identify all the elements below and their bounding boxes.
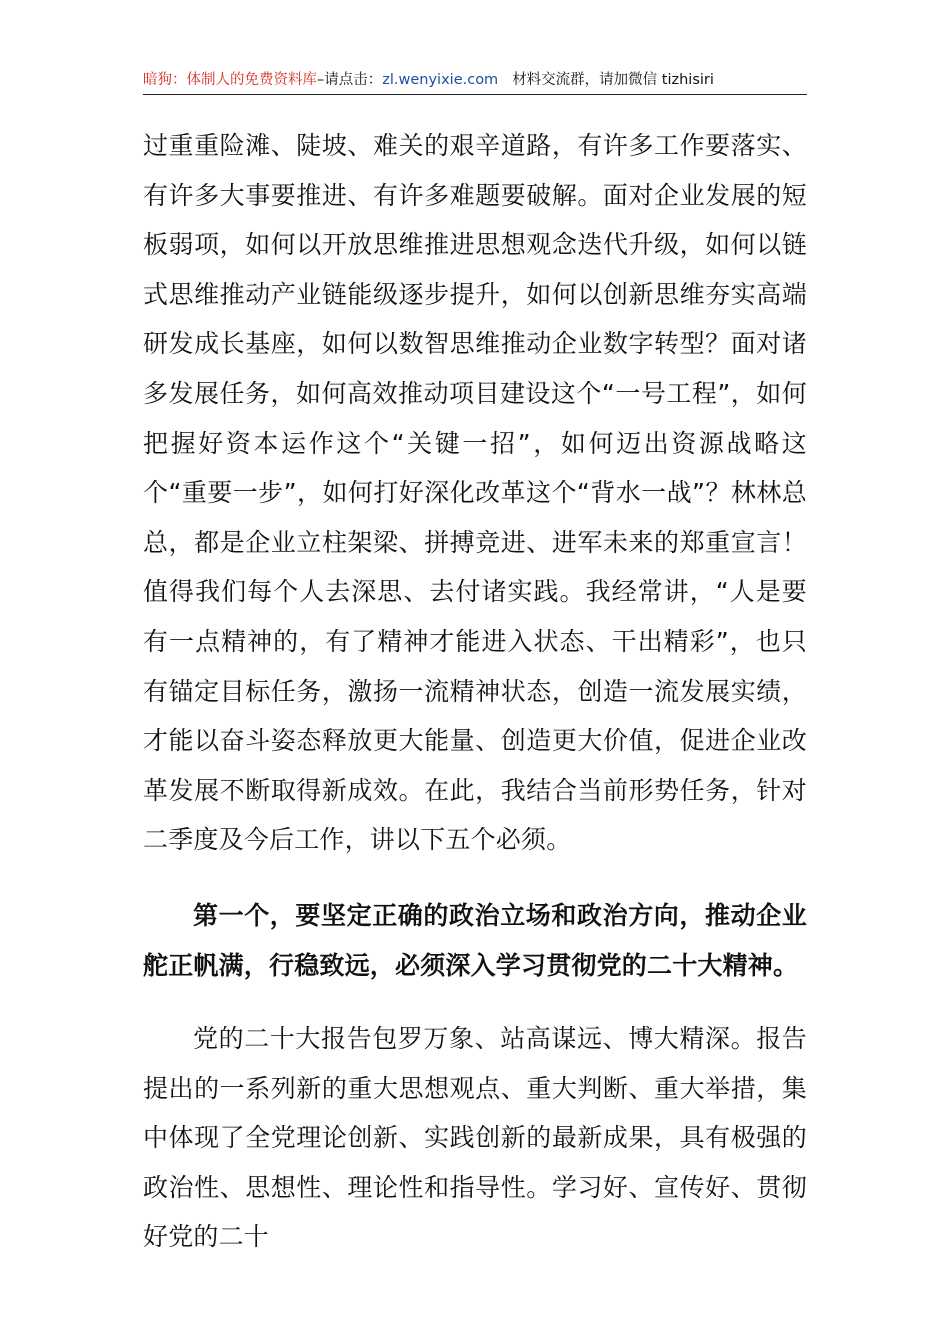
document-body [143, 121, 807, 1262]
header-group-note: 材料交流群，请加微信 tizhisiri [512, 72, 714, 88]
body-paragraph-2: 党的二十大报告包罗万象、站高谋远、博大精深。报告提出的一系列新的重大思想观点、重大判断、重大举措，集中体现了全党理论创新、实践创新的最新成果，具有极强的政治性、思想性、理论性和指导性。学习好、宣传好、贯彻好党的二十 [143, 1024, 807, 1252]
header-brand: 暗狗：体制人的免费资料库 [143, 72, 317, 88]
header-url-link[interactable]: zl.wenyixie.com [382, 72, 499, 88]
paragraph-spacer [143, 990, 807, 1014]
paragraph-spacer [143, 865, 807, 891]
header-link-prefix: –请点击： [317, 72, 383, 88]
section-heading-1: 第一个，要坚定正确的政治立场和政治方向，推动企业舵正帆满，行稳致远，必须深入学习贯彻党的二十大精神。 [143, 900, 807, 980]
page-header [143, 68, 807, 95]
body-paragraph-1: 过重重险滩、陡坡、难关的艰辛道路，有许多工作要落实、有许多大事要推进、有许多难题要破解。面对企业发展的短板弱项，如何以开放思维推进思想观念迭代升级，如何以链式思维推动产业链能级逐步提升，如何以创新思维夯实高端研发成长基座，如何以数智思维推动企业数字转型？面对诸多发展任务，如何高效推动项目建设这个“一号工程”，如何把握好资本运作这个“关键一招”，如何迈出资源战略这个“重要一步”，如何打好深化改革这个“背水一战”？林林总总，都是企业立柱架梁、拼搏竞进、进军未来的郑重宣言！值得我们每个人去深思、去付诸实践。我经常讲，“人是要有一点精神的，有了精神才能进入状态、干出精彩”，也只有锚定目标任务，激扬一流精神状态，创造一流发展实绩，才能以奋斗姿态释放更大能量、创造更大价值，促进企业改革发展不断取得新成效。在此，我结合当前形势任务，针对二季度及今后工作，讲以下五个必须。 [143, 131, 807, 855]
